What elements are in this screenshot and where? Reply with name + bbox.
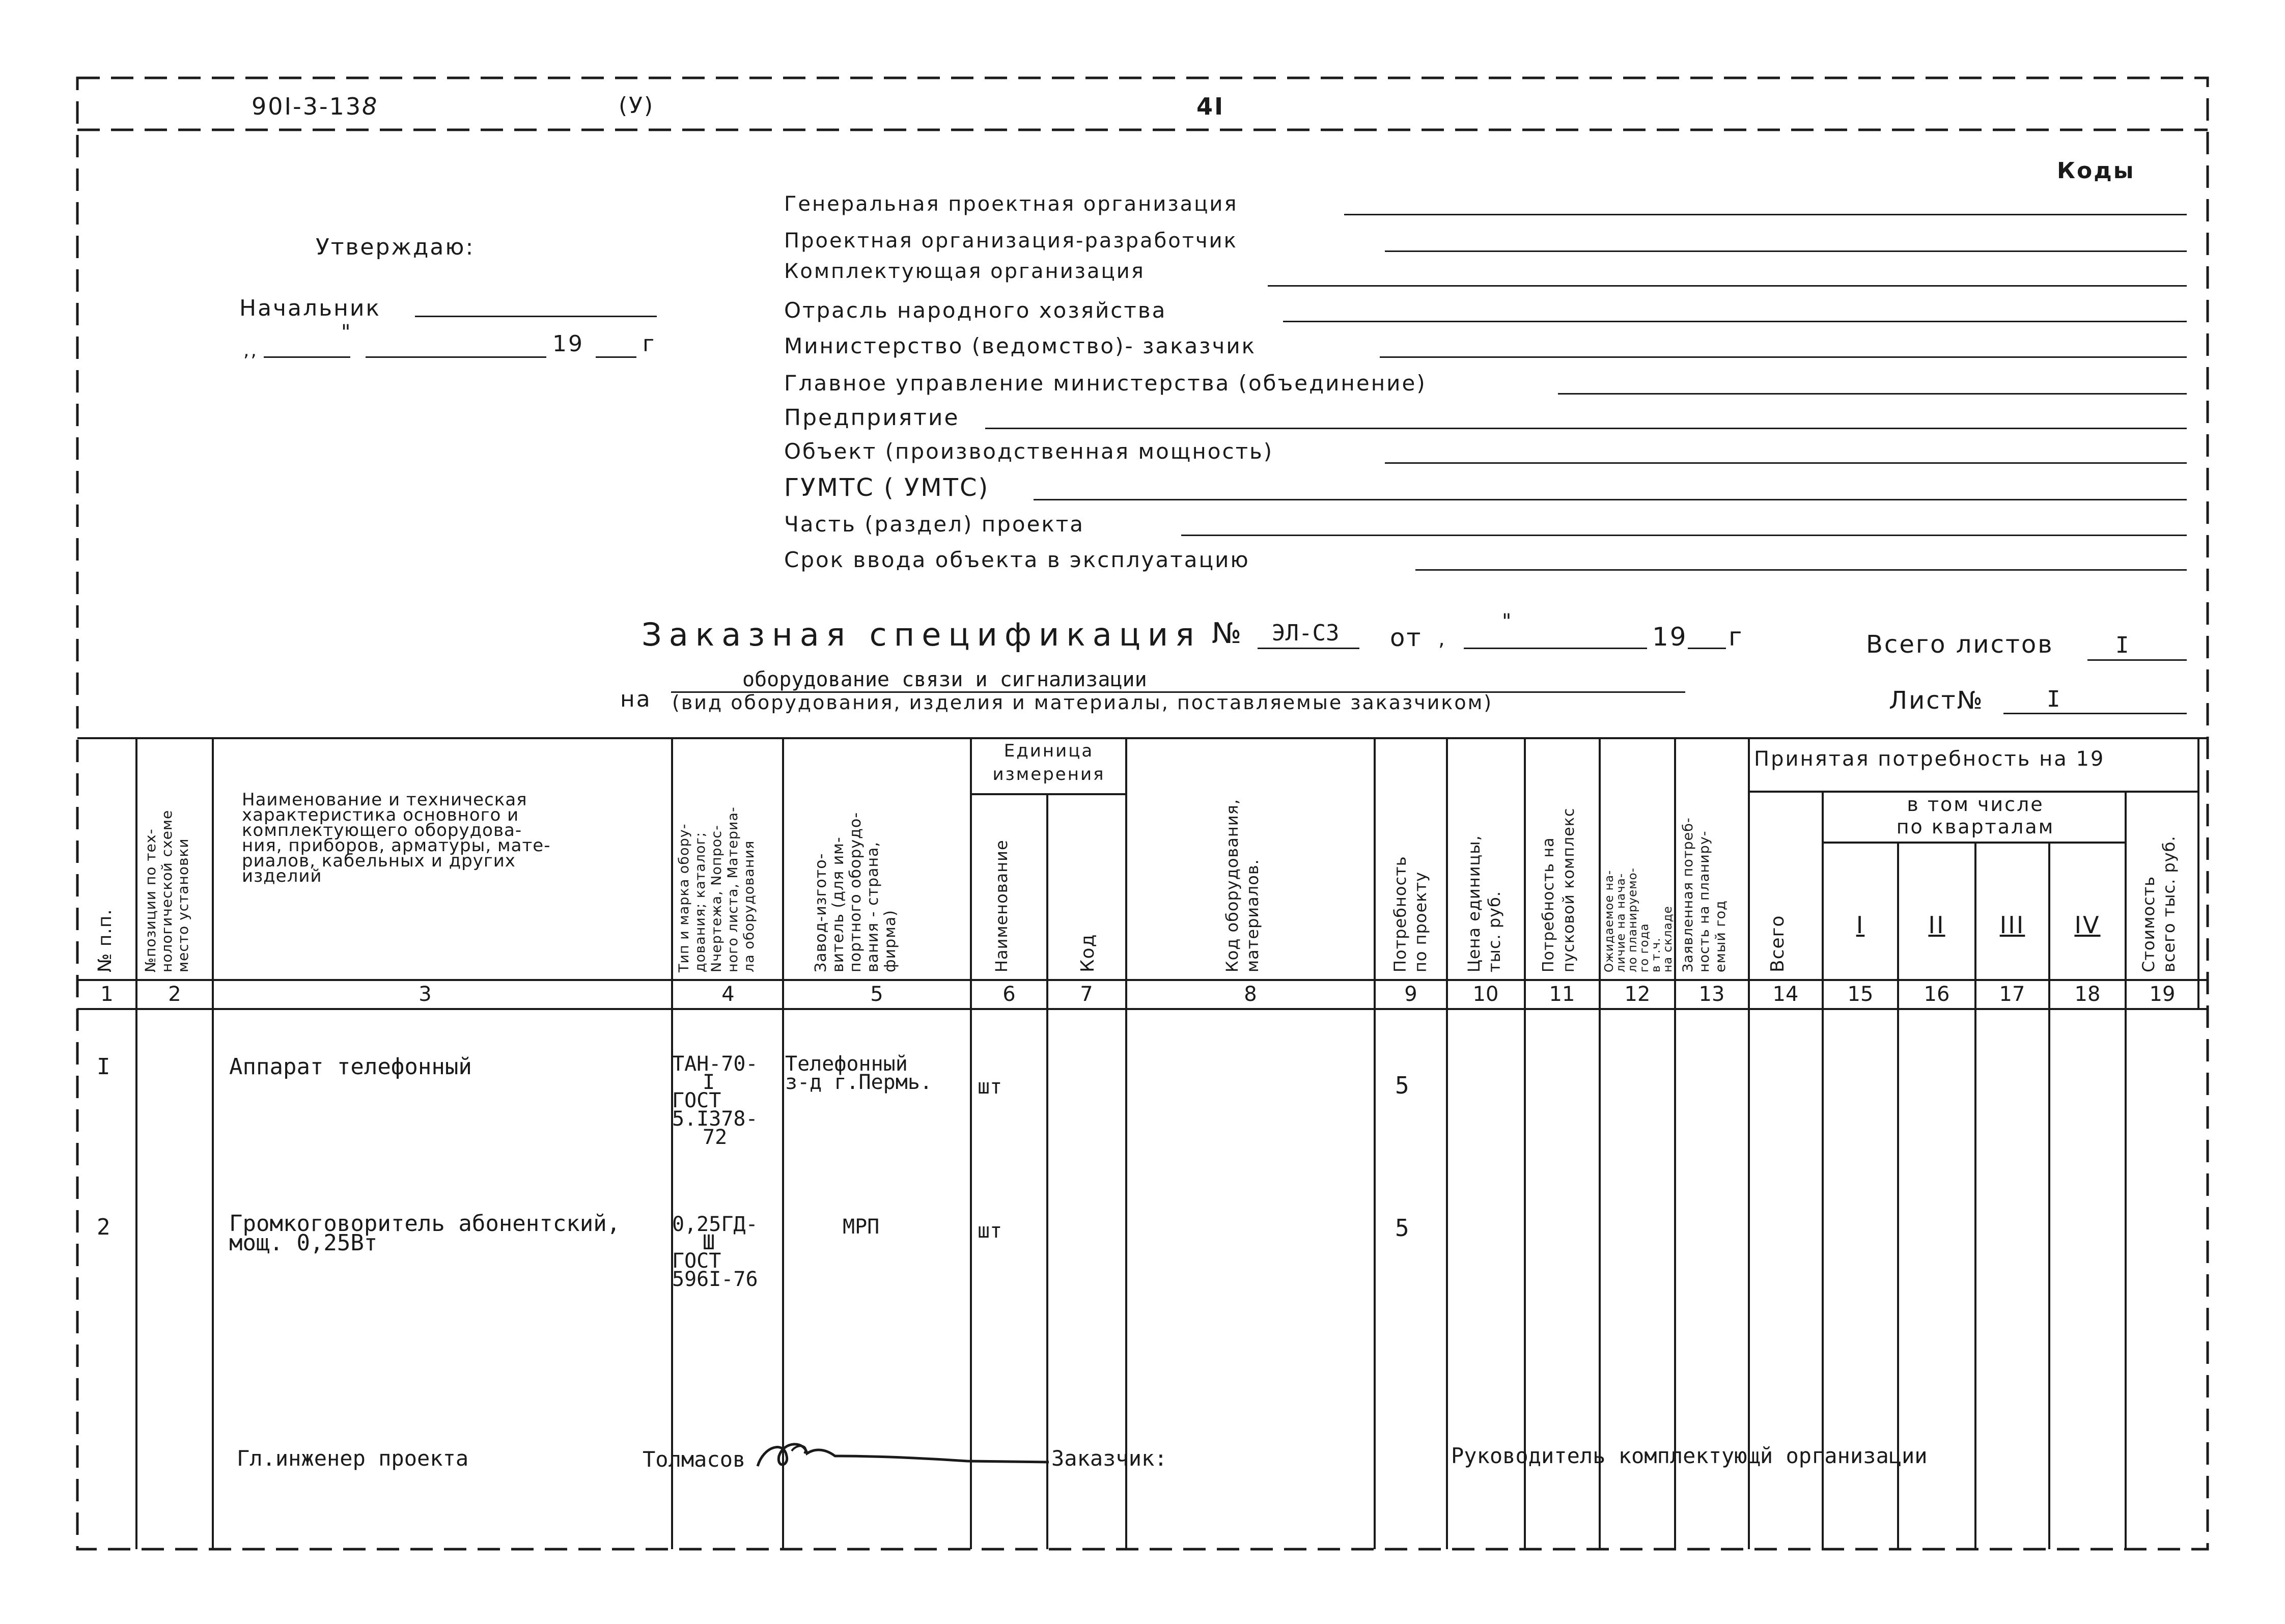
spec-number-value: ЭЛ-СЗ (1272, 620, 1340, 646)
spec-date-quote: " (1502, 610, 1513, 633)
approval-date-quote: " (341, 321, 352, 344)
col-header-equipment-code: Код оборудования, материалов. (1222, 798, 1262, 972)
col-header-total: Всего (1767, 915, 1788, 972)
col-header-unit-code: Код (1077, 934, 1098, 972)
row-2-type-line-4: 596I-76 (672, 1268, 758, 1291)
approval-date-open-quote: ,, (243, 340, 258, 361)
chief-engineer-name: Толмасов (643, 1447, 746, 1472)
table-row-2-number: 2 (97, 1214, 110, 1240)
row-2-type-line-2: Ш (703, 1231, 715, 1254)
col-header-cost-total: Стоимость всего тыс. руб. (2139, 835, 2179, 972)
col-header-quarters-group: в том числе по кварталам (1896, 793, 2055, 838)
col-header-q2: II (1928, 911, 1945, 939)
col-header-unit-group: Единица измерения (992, 741, 1105, 785)
row-1-type-line-1: ТАН-70- (672, 1052, 758, 1076)
approval-date-year: 19 (552, 331, 584, 357)
col-header-unit-name: Наименование (992, 839, 1011, 972)
row-1-type-line-4: 5.I378- (672, 1107, 758, 1131)
row-1-maker-line-1: Телефонный (785, 1052, 908, 1076)
col-header-maker: Завод-изгото- витель (для им- портного оборудо- вания - страна, фирма) (812, 811, 899, 972)
col-header-position: №позиции по тех- нологической схеме место установки (142, 809, 191, 972)
spec-from-label: от (1390, 624, 1423, 652)
row-1-type-line-3: ГОСТ (672, 1089, 721, 1112)
org-commission-date: Срок ввода объекта в эксплуатацию (784, 547, 1250, 572)
page-number: 4I (1196, 93, 1225, 120)
org-industry: Отрасль народного хозяйства (784, 298, 1167, 323)
org-project-part: Часть (раздел) проекта (784, 512, 1084, 537)
total-sheets-value: I (2115, 632, 2129, 658)
col-header-q3: III (1999, 911, 2025, 939)
org-general-designer: Генеральная проектная организация (784, 192, 1238, 216)
spec-year: 19 (1652, 622, 1688, 652)
table-row-1-number: I (97, 1054, 110, 1080)
codes-label: Коды (2057, 158, 2135, 184)
spec-number-label: № (1212, 617, 1243, 650)
col-header-type: Тип и марка обору- дования; каталог; Nчертежа, Nопрос- ного листа, Материа- ла оборудования (676, 806, 757, 972)
col-header-q4: IV (2074, 911, 2101, 939)
col-header-name: Наименование и техническая характеристика основного и комплектующего оборудова- ния, приборов, арматуры, мате- риалов, кабельных и других изделий (242, 790, 551, 886)
document-variant: (У) (619, 93, 655, 119)
sheet-value: I (2047, 686, 2060, 712)
row-2-type-line-3: ГОСТ (672, 1249, 721, 1273)
doc-code-print: 90I-3-13 (252, 93, 363, 120)
table-row-1-quantity: 5 (1395, 1072, 1409, 1099)
spec-on-label: на (620, 686, 652, 712)
table-row-1-name: Аппарат телефонный (229, 1054, 472, 1080)
approval-position: Начальник (239, 295, 381, 321)
col-number-6: 6 (1002, 983, 1016, 1006)
col-header-q1: I (1856, 911, 1865, 939)
col-number-11: 11 (1549, 983, 1575, 1006)
org-ministry: Министерство (ведомство)- заказчик (784, 333, 1256, 358)
col-number-2: 2 (168, 983, 181, 1006)
col-number-16: 16 (1924, 983, 1950, 1006)
col-number-4: 4 (721, 983, 735, 1006)
col-number-14: 14 (1772, 983, 1799, 1006)
customer-label: Заказчик: (1051, 1446, 1167, 1471)
col-number-1: 1 (100, 983, 114, 1006)
col-header-launch-need: Потребность на пусковой комплекс (1540, 807, 1578, 972)
org-gumts: ГУМТС ( УМТС) (784, 473, 990, 502)
col-number-18: 18 (2074, 983, 2101, 1006)
approval-title: Утверждаю: (316, 234, 475, 260)
col-number-8: 8 (1244, 983, 1257, 1006)
spec-subject: оборудование связи и сигнализации (742, 668, 1147, 691)
table-row-1-unit: шт (978, 1075, 1002, 1099)
col-number-19: 19 (2149, 983, 2176, 1006)
col-header-accepted-group: Принятая потребность на 19 (1754, 747, 2105, 771)
row-1-type-line-2: I (703, 1071, 715, 1094)
spec-title: Заказная спецификация (642, 616, 1202, 653)
row-2-type-line-1: 0,25ГД- (672, 1213, 758, 1236)
org-enterprise: Предприятие (784, 405, 960, 431)
org-supplier: Комплектующая организация (784, 260, 1145, 283)
col-number-17: 17 (1999, 983, 2025, 1006)
col-number-7: 7 (1080, 983, 1093, 1006)
col-number-13: 13 (1698, 983, 1725, 1006)
table-row-2-name: Громкоговоритель абонентский, мощ. 0,25Вт (229, 1211, 621, 1256)
org-object: Объект (производственная мощность) (784, 439, 1274, 464)
col-header-unit-price: Цена единицы, тыс. руб. (1464, 835, 1504, 972)
col-header-expected-stock: Ожидаемое на- личие на нача- ло планируемо- го года в т.ч. на складе (1603, 867, 1675, 972)
table-row-2-quantity: 5 (1395, 1214, 1409, 1242)
spec-date-open-quote: , (1438, 627, 1446, 651)
col-number-10: 10 (1472, 983, 1499, 1006)
row-1-type-line-5: 72 (703, 1126, 728, 1149)
col-number-12: 12 (1624, 983, 1651, 1006)
col-number-3: 3 (419, 983, 432, 1006)
org-developer: Проектная организация-разработчик (784, 229, 1238, 253)
approval-date-suffix: г (643, 331, 656, 357)
sheet-label: Лист№ (1889, 686, 1984, 715)
col-header-project-need: Потребность по проекту (1390, 856, 1430, 972)
row-1-maker-line-2: з-д г.Пермь. (785, 1071, 932, 1094)
col-number-15: 15 (1847, 983, 1874, 1006)
col-header-declared-need: Заявленная потреб- ность на планиру- емый год (1680, 817, 1729, 972)
supplier-head-label: Руководитель комплектующй организации (1451, 1443, 1928, 1468)
doc-code-handwritten: 8 (362, 93, 379, 120)
table-row-2-maker: МРП (843, 1215, 880, 1239)
table-row-2-unit: шт (978, 1219, 1002, 1243)
chief-engineer-label: Гл.инженер проекта (237, 1446, 469, 1471)
col-number-5: 5 (870, 983, 883, 1006)
spec-year-suffix: г (1729, 622, 1744, 652)
col-number-9: 9 (1404, 983, 1417, 1006)
col-header-number: № п.п. (95, 909, 116, 972)
spec-subject-hint: (вид оборудования, изделия и материалы, поставляемые заказчиком) (672, 691, 1493, 714)
org-main-directorate: Главное управление министерства (объединение) (784, 371, 1427, 396)
total-sheets-label: Всего листов (1866, 630, 2054, 659)
